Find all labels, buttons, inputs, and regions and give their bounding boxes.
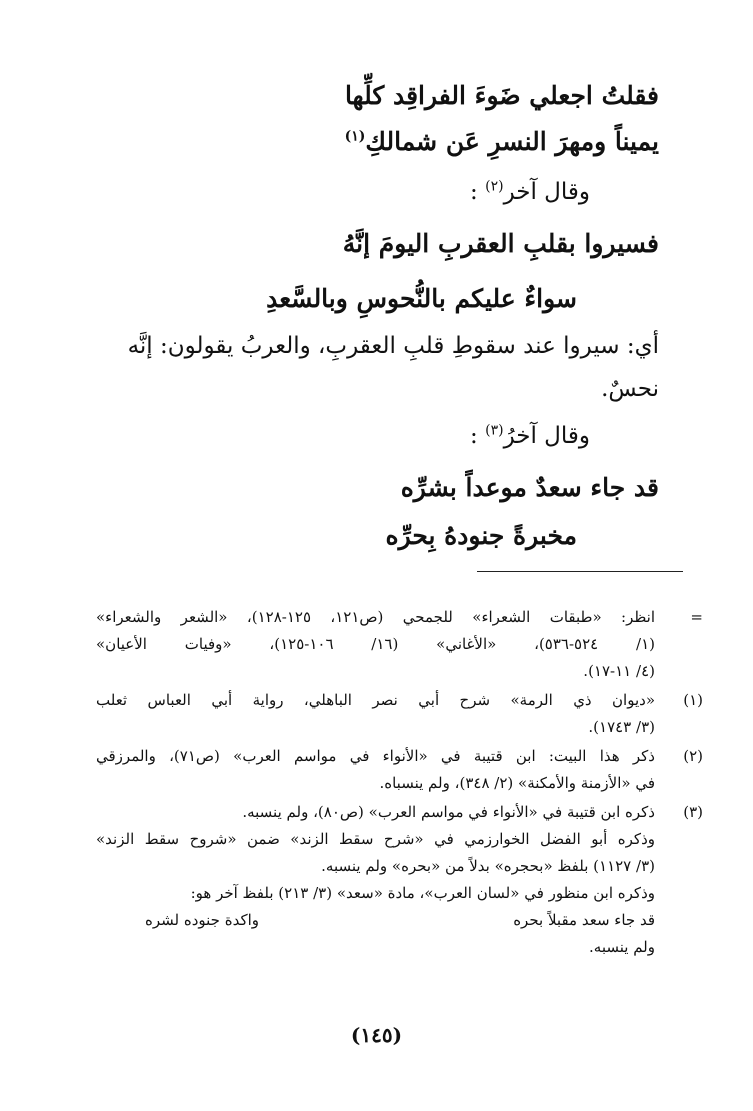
intro-line-3	[470, 422, 590, 452]
footnote-line: (٣/ ١١٢٧) بلفظ «بحجره» بدلاً من «بحره» ولم ينسبه.	[321, 857, 655, 875]
footnote-line: انظر: «طبقات الشعراء» للجمحي (ص١٢١، ١٢٥-١٢٨)، «الشعر والشعراء»	[96, 608, 655, 626]
intro-2-text: وقال آخر	[503, 179, 590, 205]
intro-3-colon: :	[470, 423, 478, 449]
footnotes-section	[96, 604, 703, 963]
footnote-continuation	[96, 604, 703, 685]
page-number: (١٤٥)	[350, 1023, 403, 1047]
footnote-verse	[145, 907, 655, 934]
footnote-verse-second-hemistich: واكدة جنوده لشره	[145, 911, 259, 929]
footnote-marker-2: (٢)	[683, 747, 703, 765]
intro-3-text: وقال آخرُ	[503, 423, 590, 449]
footnote-line: وذكره ابن منظور في «لسان العرب»، مادة «سعد» (٣/ ٢١٣) بلفظ آخر هو:	[190, 884, 655, 902]
verse-line-1: فقلتُ اجعلي ضَوءَ الفراقِد كلِّها	[344, 81, 659, 110]
footnote-ref-3: (٣)	[485, 422, 504, 439]
verse-line-3: فسيروا بقلبِ العقربِ اليومَ إنَّهُ	[342, 229, 659, 258]
footnote-line: (١/ ٥٢٤-٥٣٦)، «الأغاني» (١٦/ ١٠٦-١٢٥)، «وفيات الأعيان»	[96, 635, 655, 653]
prose-line-1: أي: سيروا عند سقوطِ قلبِ العقربِ، والعربُ يقولون: إنَّه	[127, 333, 659, 359]
footnote-line: في «الأزمنة والأمكنة» (٢/ ٣٤٨)، ولم ينسباه.	[379, 774, 655, 792]
footnote-line: ذكره ابن قتيبة في «الأنواء في مواسم العرب» (ص٨٠)، ولم ينسبه.	[242, 803, 655, 821]
intro-2-colon: :	[470, 179, 478, 205]
footnote-ref-2: (٢)	[485, 178, 504, 195]
prose-line-2: نحسٌ.	[601, 376, 659, 402]
verse-line-2	[345, 126, 659, 159]
footnote-line: وذكره أبو الفضل الخوارزمي في «شرح سقط الزند» ضمن «شروح سقط الزند»	[96, 830, 655, 848]
footnote-marker-1: (١)	[683, 691, 703, 709]
footnote-line: (٤/ ١١-١٧).	[583, 662, 655, 680]
verse-line-2-text: يميناً ومهرَ النسرِ عَن شمالكِ	[365, 127, 659, 156]
footnote-line: ذكر هذا البيت: ابن قتيبة في «الأنواء في مواسم العرب» (ص٧١)، والمرزقي	[96, 747, 655, 765]
verse-line-6: مخبرةً جنودهُ بِحرِّه	[385, 521, 577, 550]
verse-line-5: قد جاء سعدٌ موعداً بشرِّه	[400, 473, 659, 502]
intro-line-2	[470, 178, 590, 208]
footnote-marker-cont: =	[690, 608, 703, 626]
footnote-marker-3: (٣)	[683, 803, 703, 821]
footnote-1	[96, 687, 703, 741]
footnote-ref-1: (١)	[344, 128, 366, 145]
footnote-line: ولم ينسبه.	[589, 938, 655, 956]
footnote-verse-first-hemistich: قد جاء سعد مقبلاً بحره	[513, 911, 655, 929]
footnote-separator	[477, 571, 683, 572]
footnote-line: (٣/ ١٧٤٣).	[588, 718, 655, 736]
footnote-line: «ديوان ذي الرمة» شرح أبي نصر الباهلي، رواية أبي العباس ثعلب	[96, 691, 655, 709]
verse-line-4: سواءٌ عليكم بالنُّحوسِ وبالسَّعدِ	[266, 284, 577, 313]
footnote-2	[96, 743, 703, 797]
footnote-3	[96, 799, 703, 961]
